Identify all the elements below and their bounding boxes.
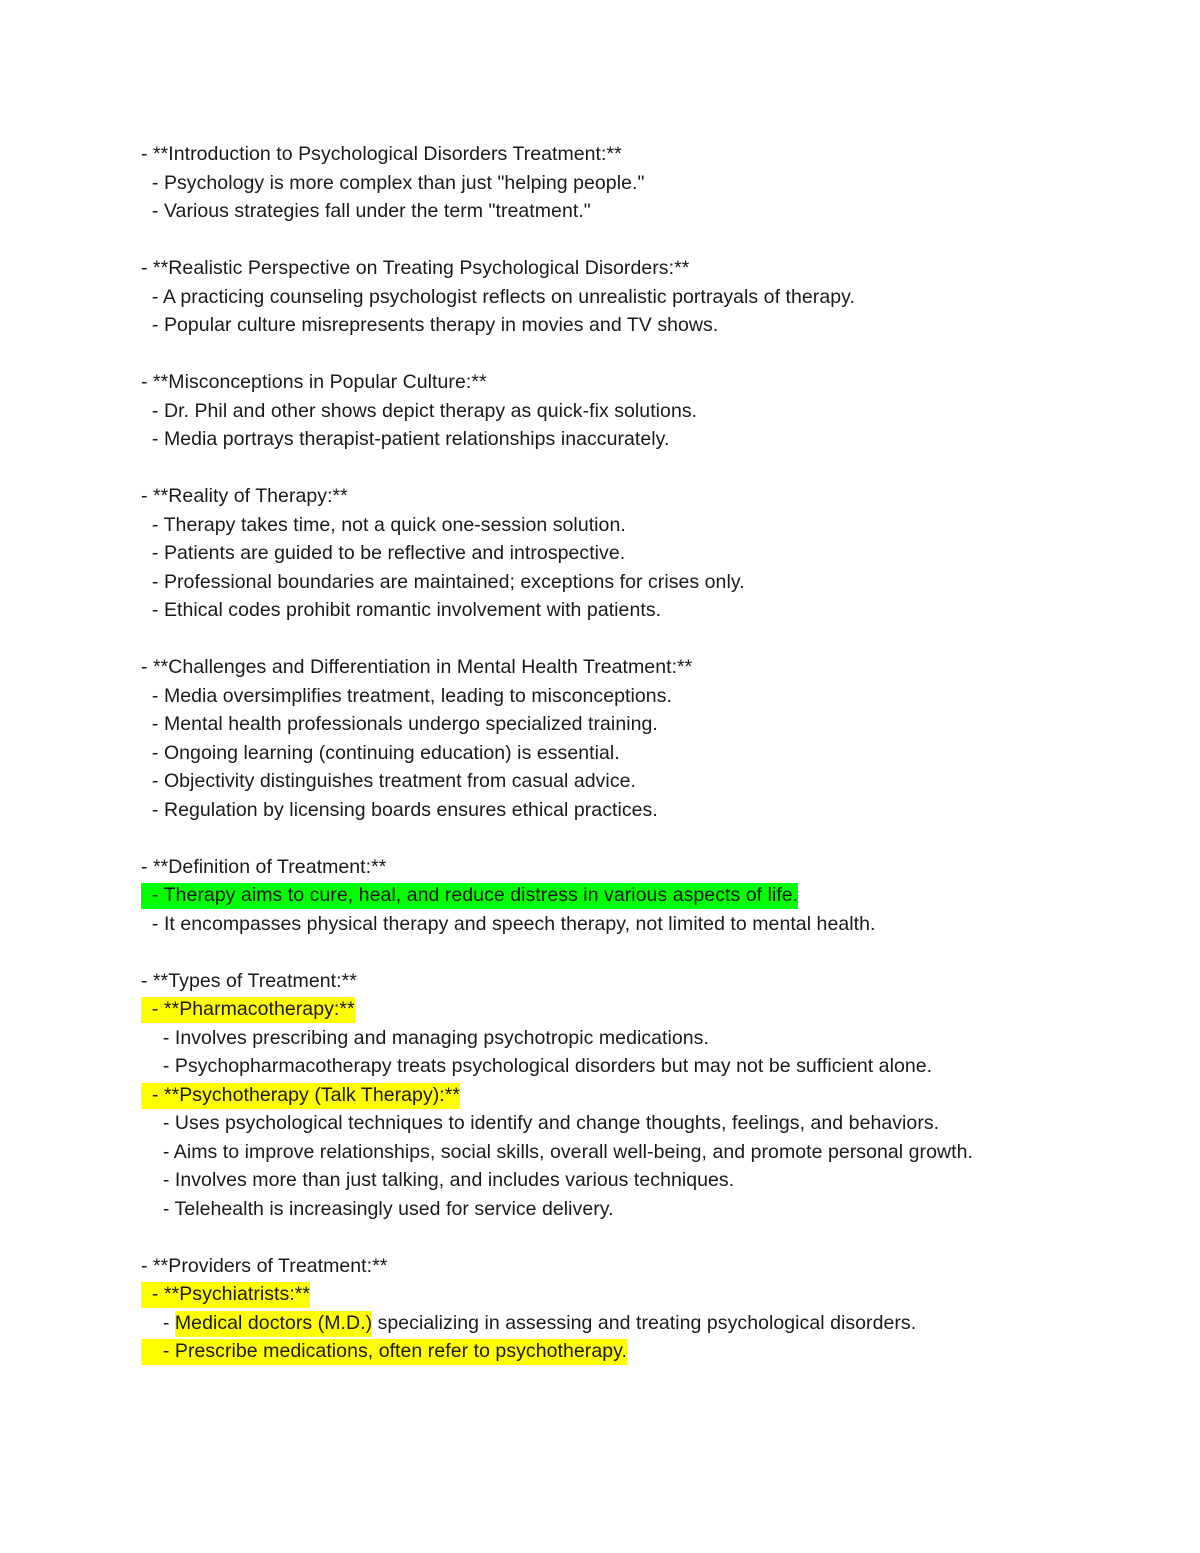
text-line <box>141 853 1121 882</box>
line-text: - **Definition of Treatment:** <box>141 855 387 878</box>
highlighted-text: - Therapy aims to cure, heal, and reduce distress in various aspects of life. <box>141 883 798 909</box>
line-text: - Objectivity distinguishes treatment from casual advice. <box>141 770 636 792</box>
line-text: - Mental health professionals undergo specialized training. <box>141 713 658 735</box>
line-text: - Uses psychological techniques to identify and change thoughts, feelings, and behaviors. <box>141 1112 940 1134</box>
text-line <box>141 368 1121 397</box>
text-line <box>141 653 1121 682</box>
line-text: - Telehealth is increasingly used for service delivery. <box>141 1197 614 1220</box>
line-text: - **Challenges and Differentiation in Mental Health Treatment:** <box>141 656 693 678</box>
line-text: - **Providers of Treatment:** <box>141 1254 388 1277</box>
line-text: - Dr. Phil and other shows depict therapy as quick-fix solutions. <box>141 399 698 422</box>
text-line <box>141 568 1121 597</box>
line-text: - Involves prescribing and managing psychotropic medications. <box>141 1026 709 1049</box>
text-line <box>141 140 1121 169</box>
text-line <box>141 767 1121 796</box>
text-line <box>141 1109 1121 1138</box>
text-line <box>141 169 1121 198</box>
blank-line <box>141 625 1121 654</box>
text-line <box>141 1052 1121 1081</box>
line-text: - Popular culture misrepresents therapy in movies and TV shows. <box>141 314 719 336</box>
text-line <box>141 1280 1121 1309</box>
line-text: - Psychopharmacotherapy treats psychological disorders but may not be sufficient alone. <box>141 1055 933 1077</box>
highlighted-text: - **Pharmacotherapy:** <box>141 997 355 1023</box>
line-text: - Patients are guided to be reflective and introspective. <box>141 542 626 564</box>
line-text: - Various strategies fall under the term "treatment." <box>141 200 591 222</box>
text-line <box>141 511 1121 540</box>
text-line <box>141 710 1121 739</box>
text-line <box>141 1252 1121 1281</box>
text-line <box>141 311 1121 340</box>
line-text: - **Introduction to Psychological Disorders Treatment:** <box>141 143 622 165</box>
highlighted-text: - **Psychiatrists:** <box>141 1282 310 1308</box>
text-line <box>141 1309 1121 1338</box>
line-text: - Therapy takes time, not a quick one-session solution. <box>141 513 626 536</box>
blank-line <box>141 340 1121 369</box>
highlighted-text: Medical doctors (M.D.) <box>175 1311 372 1337</box>
line-text: - **Realistic Perspective on Treating Psychological Disorders:** <box>141 257 690 279</box>
blank-line <box>141 226 1121 255</box>
line-text: - It encompasses physical therapy and speech therapy, not limited to mental health. <box>141 912 876 935</box>
text-line <box>141 539 1121 568</box>
line-text: - Aims to improve relationships, social skills, overall well-being, and promote personal growth. <box>141 1140 973 1163</box>
text-segment: - <box>141 1311 175 1334</box>
text-line <box>141 425 1121 454</box>
text-line <box>141 1024 1121 1053</box>
text-line <box>141 910 1121 939</box>
document-body <box>141 140 1121 1366</box>
text-line <box>141 1138 1121 1167</box>
text-line <box>141 881 1121 910</box>
text-line <box>141 967 1121 996</box>
text-line <box>141 682 1121 711</box>
line-text: - **Reality of Therapy:** <box>141 485 348 507</box>
line-text: - Ongoing learning (continuing education) is essential. <box>141 741 620 764</box>
highlighted-text: - Prescribe medications, often refer to psychotherapy. <box>141 1339 627 1365</box>
line-text: - Involves more than just talking, and includes various techniques. <box>141 1169 735 1191</box>
blank-line <box>141 938 1121 967</box>
line-text: - Media oversimplifies treatment, leading to misconceptions. <box>141 684 672 707</box>
blank-line <box>141 1223 1121 1252</box>
text-line <box>141 1166 1121 1195</box>
text-line <box>141 197 1121 226</box>
text-line <box>141 1195 1121 1224</box>
blank-line <box>141 824 1121 853</box>
text-line <box>141 1337 1121 1366</box>
text-line <box>141 397 1121 426</box>
text-line <box>141 596 1121 625</box>
line-text: - **Types of Treatment:** <box>141 969 357 992</box>
line-text: - Media portrays therapist-patient relationships inaccurately. <box>141 428 670 450</box>
text-segment: specializing in assessing and treating psychological disorders. <box>372 1311 917 1334</box>
text-line <box>141 1081 1121 1110</box>
line-text: - Professional boundaries are maintained; exceptions for crises only. <box>141 570 745 593</box>
text-line <box>141 796 1121 825</box>
line-text: - Psychology is more complex than just "helping people." <box>141 171 645 194</box>
blank-line <box>141 454 1121 483</box>
line-text: - **Misconceptions in Popular Culture:** <box>141 371 487 393</box>
text-line <box>141 739 1121 768</box>
line-text: - Regulation by licensing boards ensures ethical practices. <box>141 798 658 821</box>
line-text: - A practicing counseling psychologist reflects on unrealistic portrayals of therapy. <box>141 285 855 308</box>
highlighted-text: - **Psychotherapy (Talk Therapy):** <box>141 1083 460 1109</box>
text-line <box>141 995 1121 1024</box>
text-line <box>141 283 1121 312</box>
text-line <box>141 254 1121 283</box>
text-line <box>141 482 1121 511</box>
line-text: - Ethical codes prohibit romantic involvement with patients. <box>141 599 662 621</box>
